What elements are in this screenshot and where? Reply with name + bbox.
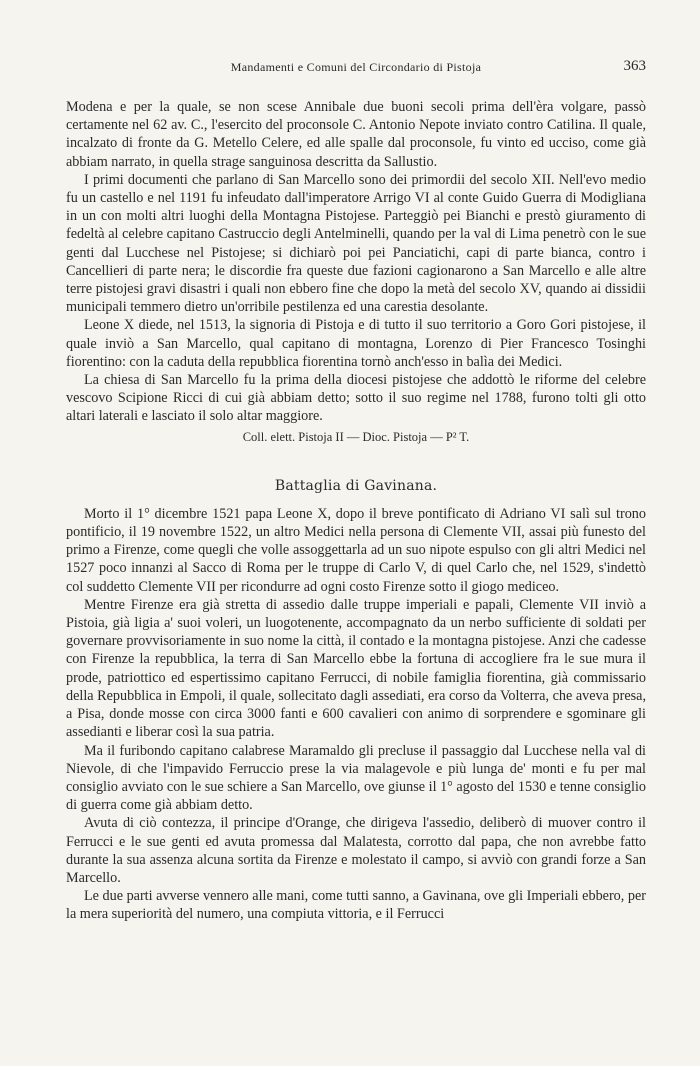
- paragraph: Avuta di ciò contezza, il principe d'Orange, che dirigeva l'assedio, deliberò di muover contro il Ferrucci e le sue genti ed avuta promessa dal Malatesta, corrotto dal papa, che non avrebbe fatto durante la sua assenza alcuna sortita da Firenze e molestato il campo, si avviò con grandi forze a San Marcello.: [66, 815, 646, 886]
- source-citation: Coll. elett. Pistoja II — Dioc. Pistoja — P² T.: [242, 429, 470, 444]
- paragraph: Le due parti avverse vennero alle mani, come tutti sanno, a Gavinana, ove gli Imperiali ebbero, per la mera superiorità del numero, una compiuta vittoria, e il Ferrucci: [66, 888, 646, 923]
- paragraph: Modena e per la quale, se non scese Annibale due buoni secoli prima dell'èra volgare, passò certamente nel 62 av. C., l'esercito del proconsole C. Antonio Nepote inviato contro Catilina. Il quale, incalzato di fronte da G. Metello Celere, ed alle spalle dal proconsole, fu vinto ed ucciso, come già abbiam narrato, in quella strage sanguinosa descritta da Sallustio.: [66, 99, 646, 170]
- section-title: Battaglia di Gavinana.: [274, 477, 438, 494]
- page-number: 363: [623, 58, 646, 74]
- paragraph: La chiesa di San Marcello fu la prima della diocesi pistojese che addottò le riforme del celebre vescovo Scipione Ricci di cui già abbiam detto; sotto il suo regime nel 1788, furono tolti gli otto altari laterali e lasciato il solo altar maggiore.: [66, 372, 646, 425]
- paragraph: Mentre Firenze era già stretta di assedio dalle truppe imperiali e papali, Clemente VII inviò a Pistoia, già ligia a' suoi voleri, un luogotenente, accompagnato da un nerbo sufficiente di soldati per governare provvisoriamente in suo nome la città, il contado e la montagna pistojese. Anzi che cadesse con Firenze la repubblica, la terra di San Marcello ebbe la fortuna di accogliere fra le sue mura il prode, patriottico ed espertissimo capitano Ferrucci, di nobile famiglia fiorentina, già commissario della Repubblica in Empoli, il quale, sollecitato dagli assediati, era corso da Volterra, che aveva presa, a Pisa, donde mosse con circa 3000 fanti e 600 cavalieri con animo di sorprendere e sgominare gli assedianti e liberar così la sua patria.: [66, 596, 646, 741]
- paragraph: I primi documenti che parlano di San Marcello sono dei primordii del secolo XII. Nell'evo medio fu un castello e nel 1191 fu infeudato dall'imperatore Arrigo VI al conte Guido Guerra di Modigliana in un con molti altri luoghi della Montagna Pistojese. Parteggiò pei Bianchi e prestò giuramento di fedeltà al celebre capitano Castruccio degli Antelminelli, quando per la val di Lima penetrò con le sue genti dal Lucchese nel Pistojese; si dichiarò poi pei Panciatichi, capi di parte bianca, contro i Cancellieri di parte nera; le discordie fra queste due fazioni cagionarono a San Marcello e alle altre terre pistojesi gravi disastri i quali non ebbero fine che dopo la metà del secolo XV, quando ai dissidii municipali temmero dietro un'orribile pestilenza ed una carestia desolante.: [66, 171, 646, 316]
- page-body: [66, 98, 646, 924]
- running-header: [66, 60, 646, 84]
- paragraph: Ma il furibondo capitano calabrese Maramaldo gli precluse il passaggio dal Lucchese nella val di Nievole, di che l'impavido Ferruccio prese la via malagevole e più lunga de' monti e fu per mal consiglio avviato con le sue schiere a San Marcello, ove giunse il 1° agosto del 1530 e tenne consiglio di guerra come già abbiam detto.: [66, 742, 646, 814]
- paragraph: Morto il 1° dicembre 1521 papa Leone X, dopo il breve pontificato di Adriano VI salì sul trono pontificio, il 19 novembre 1522, un altro Medici nella persona di Clemente VII, assai più funesto del primo a Firenze, come quegli che volle assoggettarla ad un suo nipote espulso con gli altri Medici nel 1527 poco innanzi al Sacco di Roma per le truppe di Carlo V, di quel Carlo che, nel 1529, s'indettò col suddetto Clemente VII per ricondurre ad ogni costo Firenze sotto il giogo mediceo.: [66, 505, 646, 595]
- paragraph: Leone X diede, nel 1513, la signoria di Pistoja e di tutto il suo territorio a Goro Gori pistojese, il quale inviò a San Marcello, qual capitano di montagna, Lorenzo di Pier Francesco Tosinghi fiorentino: con la caduta della repubblica fiorentina tornò anch'esso in balìa dei Medici.: [66, 317, 646, 370]
- running-header-title: Mandamenti e Comuni del Circondario di Pistoja: [230, 60, 482, 74]
